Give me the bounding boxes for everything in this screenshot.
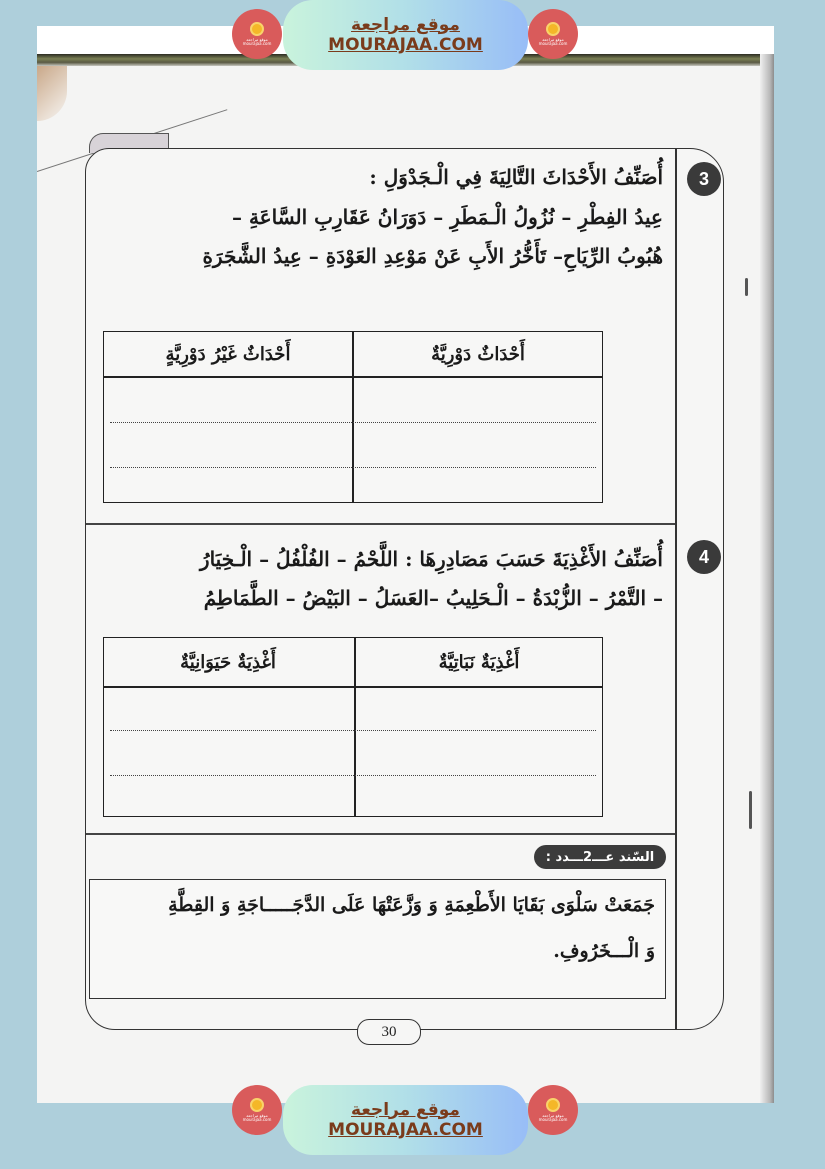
exercise-3-table [103, 331, 603, 503]
exercise-3-badge: 3 [689, 164, 719, 194]
logo-caption-ar: موقع مراجعة [246, 1112, 268, 1118]
exercise-4-instruction-line1: أُصَنِّفُ الأَغْذِيَةَ حَسَبَ مَصَادِرِهَا : اللَّحْمُ – الفُلْفُلُ – الْـخِيَارُ [199, 547, 663, 571]
exercise-3-instruction: أُصَنِّفُ الأَحْدَاثَ التَّالِيَةَ فِي الْـجَدْوَلِ : [369, 165, 663, 189]
logo-right-top [528, 9, 578, 59]
logo-icon [546, 1098, 560, 1112]
watermark-arabic: موقع مراجعة [351, 14, 460, 35]
logo-icon [250, 1098, 264, 1112]
logo-caption-en: mourajaa.com [242, 1117, 272, 1122]
section-divider [86, 833, 675, 835]
scanned-page [37, 26, 774, 1103]
logo-caption-en: mourajaa.com [538, 1117, 568, 1122]
logo-icon [250, 22, 264, 36]
exercise-4-badge: 4 [689, 542, 719, 572]
document-2-box [89, 879, 666, 999]
answer-line[interactable] [110, 775, 596, 776]
document-2-text-line1: جَمَعَتْ سَلْوَى بَقَايَا الأَطْعِمَةِ وَ وَزَّعَتْهَا عَلَى الدَّجَـــــاجَةِ وَ القِطَّةِ [168, 894, 655, 916]
exercise-4-table [103, 637, 603, 817]
answer-line[interactable] [110, 467, 596, 468]
watermark-banner-bottom[interactable] [283, 1085, 528, 1155]
page-number: 30 [357, 1019, 421, 1045]
exercise-3-items-line2: هُبُوبُ الرِّيَاحِ– تَأَخُّرُ الأَبِ عَنْ مَوْعِدِ العَوْدَةِ – عِيدُ الشَّجَرَةِ [202, 244, 663, 268]
watermark-banner-top[interactable] [283, 0, 528, 70]
exercise-4-instruction-line2: – التَّمْرُ – الزُّبْدَةُ – الْـحَلِيبُ –العَسَلُ – البَيْضُ – الطَّمَاطِمُ [203, 586, 663, 610]
logo-caption-ar: موقع مراجعة [542, 36, 564, 42]
table-header-periodic: أَحْدَاثٌ دَوْرِيَّةٌ [431, 343, 525, 365]
table-header-non-periodic: أَحْدَاثٌ غَيْرُ دَوْرِيَّةٍ [165, 343, 291, 365]
exercise-frame [85, 148, 724, 1030]
table-header-plant-foods: أَغْذِيَةٌ نَبَاتِيَّةٌ [438, 651, 520, 673]
logo-caption-en: mourajaa.com [538, 41, 568, 46]
logo-left-bottom [232, 1085, 282, 1135]
section-divider [86, 523, 675, 525]
logo-icon [546, 22, 560, 36]
logo-caption-ar: موقع مراجعة [542, 1112, 564, 1118]
fold-line [37, 109, 227, 172]
answer-line[interactable] [110, 422, 596, 423]
document-2-text-line2: وَ الْـــخَرُوفِ. [553, 940, 655, 962]
logo-caption-en: mourajaa.com [242, 41, 272, 46]
logo-caption-ar: موقع مراجعة [246, 36, 268, 42]
watermark-latin: MOURAJAA.COM [328, 35, 483, 55]
document-2-label: السّند عـــ2ـــدد : [534, 845, 666, 869]
logo-right-bottom [528, 1085, 578, 1135]
watermark-arabic: موقع مراجعة [351, 1099, 460, 1120]
frame-tab [89, 133, 169, 153]
table-header-animal-foods: أَغْذِيَةٌ حَيَوَانِيَّةٌ [180, 651, 276, 673]
answer-line[interactable] [110, 730, 596, 731]
logo-left-top [232, 9, 282, 59]
watermark-latin: MOURAJAA.COM [328, 1120, 483, 1140]
exercise-3-items-line1: عِيدُ الفِطْرِ – نُزُولُ الْـمَطَرِ – دَوَرَانُ عَقَارِبِ السَّاعَةِ – [232, 205, 663, 229]
